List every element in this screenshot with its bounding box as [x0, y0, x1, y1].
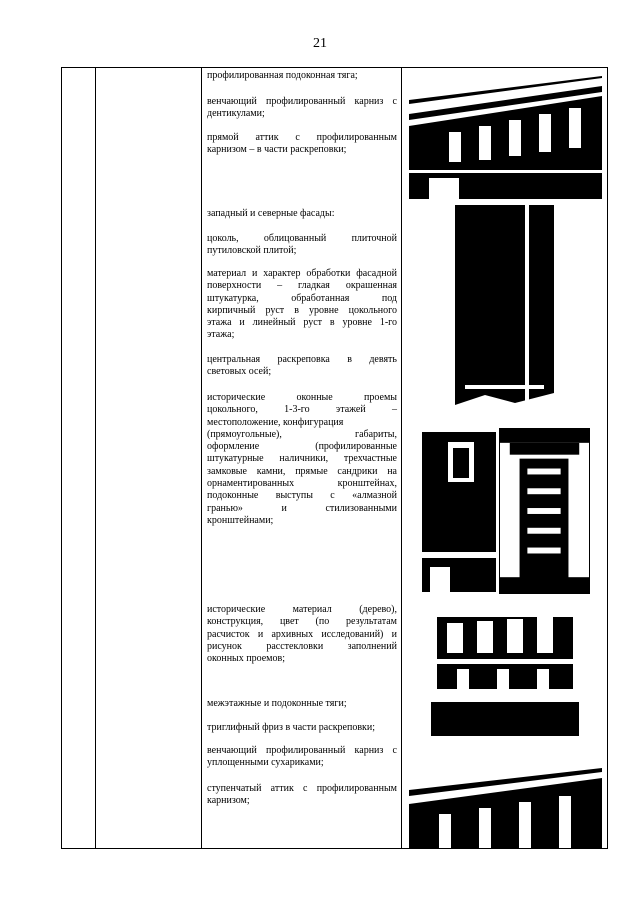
- row-central-projection: центральная раскреповка в девять световых осей;: [207, 354, 397, 378]
- row-facade-surface: материал и характер обработки фасадной поверхности – гладкая окрашенная штукатурка, обработанная под кирпичный руст в уровне цокольного этажа и линейный руст в уровне 1-го этажа;: [207, 268, 397, 341]
- row-straight-attic: прямой аттик с профилированным карнизом – в части раскреповки;: [207, 132, 397, 156]
- row-triglyph-frieze: триглифный фриз в части раскреповки;: [207, 722, 376, 733]
- photo-frieze: [431, 702, 579, 736]
- photo-cornice-attic: [409, 70, 602, 199]
- row-window-openings: исторические оконные проемы цокольного, 1-3-го этажей – местоположение, конфигурация (прямоугольные), габариты, оформление (профилированные штукатурные наличники, трехчастные замковые камни, прямые сандрики на орнаментированных кронштейнах, подоконные выступы с «алмазной гранью» и стилизованными кронштейнами;: [207, 392, 397, 526]
- row-plinth: цоколь, облицованный плиточной путиловской плитой;: [207, 233, 397, 257]
- photo-stepped-attic: [409, 758, 602, 848]
- photo-window-fillings: [437, 603, 573, 689]
- photo-window-detail-left: [422, 432, 496, 592]
- table-column-divider: [95, 68, 96, 848]
- table-column-divider: [401, 68, 402, 848]
- row-crowning-cornice-flat: венчающий профилированный карниз с уплощенными сухариками;: [207, 745, 397, 769]
- row-crowning-cornice-dentils: венчающий профилированный карниз с дентикулами;: [207, 96, 397, 120]
- row-west-north-facades: западный и северные фасады:: [207, 208, 335, 219]
- row-sill-cornice: профилированная подоконная тяга;: [207, 70, 358, 81]
- row-stepped-attic: ступенчатый аттик с профилированным карнизом;: [207, 783, 397, 807]
- page-number: 21: [313, 36, 327, 51]
- photo-facade-vertical: [455, 205, 554, 415]
- row-window-fillings: исторические материал (дерево), конструкция, цвет (по результатам расчисток и архивных исследований) и рисунок расстекловки заполнений оконных проемов;: [207, 604, 397, 665]
- photo-window-detail-right: [499, 428, 590, 594]
- table-column-divider: [201, 68, 202, 848]
- row-floor-sill-belts: межэтажные и подоконные тяги;: [207, 698, 347, 709]
